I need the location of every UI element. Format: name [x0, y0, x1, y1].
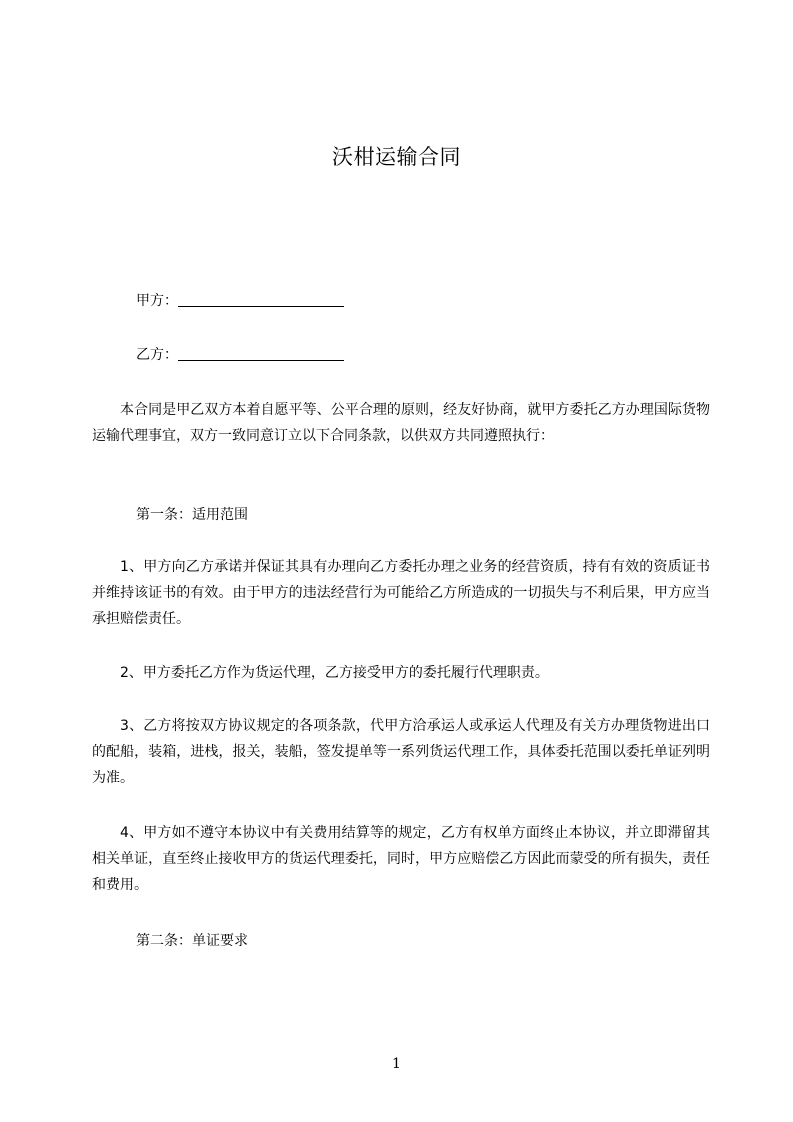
party-b-label: 乙方：: [136, 347, 178, 363]
party-a-blank: [178, 292, 344, 307]
clause-3-paragraph: 3、乙方将按双方协议规定的各项条款，代甲方洽承运人或承运人代理及有关方办理货物进出口的配船，装箱，进栈，报关，装船，签发提单等一系列货运代理工作，具体委托范围以委托单证列明为准。: [92, 718, 710, 786]
party-b-blank: [178, 346, 344, 361]
clause-4-paragraph: 4、甲方如不遵守本协议中有关费用结算等的规定，乙方有权单方面终止本协议，并立即滞留其相关单证，直至终止接收甲方的货运代理委托，同时，甲方应赔偿乙方因此而蒙受的所有损失，责任和费用。: [92, 825, 710, 893]
page-title: 沃柑运输合同: [332, 145, 461, 169]
page-number: 1: [392, 1056, 401, 1072]
clause-2-paragraph: 2、甲方委托乙方作为货运代理，乙方接受甲方的委托履行代理职责。: [120, 665, 549, 681]
article-2-heading: 第二条：单证要求: [136, 933, 248, 949]
article-1-heading: 第一条：适用范围: [136, 507, 248, 523]
intro-paragraph: 本合同是甲乙双方本着自愿平等、公平合理的原则，经友好协商，就甲方委托乙方办理国际货物运输代理事宜，双方一致同意订立以下合同条款，以供双方共同遵照执行：: [92, 402, 710, 444]
party-a-line: [136, 291, 344, 311]
clause-1-paragraph: 1、甲方向乙方承诺并保证其具有办理向乙方委托办理之业务的经营资质，持有有效的资质证书并维持该证书的有效。由于甲方的违法经营行为可能给乙方所造成的一切损失与不利后果，甲方应当承担赔偿责任。: [92, 559, 710, 627]
party-a-label: 甲方：: [136, 293, 178, 309]
party-b-line: [136, 345, 344, 365]
